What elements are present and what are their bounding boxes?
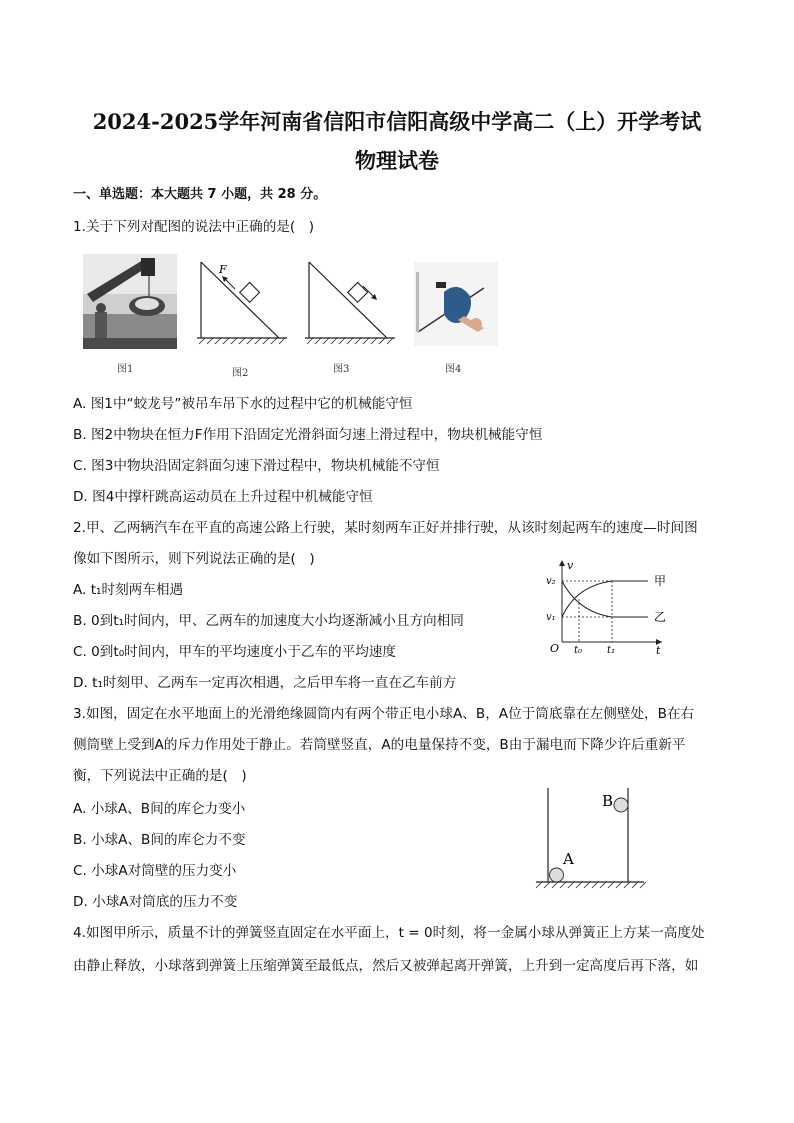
q1-figure-1	[83, 254, 177, 349]
q3-option-a: A. 小球A、B间的库仑力变小	[73, 801, 246, 817]
q1-figure-2	[197, 258, 289, 352]
force-f-label: F	[219, 263, 227, 276]
q2-vt-graph	[542, 556, 672, 660]
section-heading: 一、单选题：本大题共 7 小题，共 28 分。	[73, 187, 327, 202]
fig3-label: 图3	[333, 364, 350, 375]
q3-option-d: D. 小球A对筒底的压力不变	[73, 894, 238, 910]
q1-option-b: B. 图2中物块在恒力F作用下沿固定光滑斜面匀速上滑过程中，物块机械能守恒	[73, 427, 543, 443]
q2-option-d: D. t₁时刻甲、乙两车一定再次相遇，之后甲车将一直在乙车前方	[73, 675, 457, 691]
exam-subtitle: 物理试卷	[355, 148, 439, 173]
q2-stem-line1: 2.甲、乙两辆汽车在平直的高速公路上行驶，某时刻两车正好并排行驶，从该时刻起两车的速度—时间图	[73, 520, 698, 536]
t0-label: t₀	[574, 645, 583, 656]
q3-option-b: B. 小球A、B间的库仑力不变	[73, 832, 246, 848]
exam-title: 2024-2025学年河南省信阳市信阳高级中学高二（上）开学考试	[92, 109, 702, 134]
ball-a-label: A	[563, 850, 574, 868]
q1-figure-4	[414, 262, 498, 346]
q3-option-c: C. 小球A对筒壁的压力变小	[73, 863, 237, 879]
v2-label: v₂	[546, 576, 556, 587]
q2-option-a: A. t₁时刻两车相遇	[73, 582, 184, 598]
q1-option-a: A. 图1中“蛟龙号”被吊车吊下水的过程中它的机械能守恒	[73, 396, 413, 412]
q1-stem: 1.关于下列对配图的说法中正确的是( )	[73, 219, 315, 235]
t-axis-label: t	[656, 644, 661, 656]
q1-option-d: D. 图4中撑杆跳高运动员在上升过程中机械能守恒	[73, 489, 373, 505]
q1-figure-3	[305, 258, 397, 352]
q1-option-c: C. 图3中物块沿固定斜面匀速下滑过程中，物块机械能不守恒	[73, 458, 440, 474]
fig2-label: 图2	[232, 368, 249, 379]
origin-label: O	[550, 642, 560, 655]
pole-vault-photo-image	[414, 262, 498, 346]
q3-stem-line2: 侧筒壁上受到A的斥力作用处于静止。若筒壁竖直，A的电量保持不变，B由于漏电而下降少许后重新平	[73, 737, 686, 753]
fig4-label: 图4	[445, 364, 462, 375]
v1-label: v₁	[546, 612, 556, 623]
q3-stem-line3: 衡，下列说法中正确的是( )	[73, 768, 247, 784]
t1-label: t₁	[607, 645, 616, 656]
ball-b-label: B	[602, 792, 614, 810]
q4-stem-line2: 由静止释放，小球落到弹簧上压缩弹簧至最低点，然后又被弹起离开弹簧，上升到一定高度后再下落，如	[73, 958, 699, 974]
q3-stem-line1: 3.如图，固定在水平地面上的光滑绝缘圆筒内有两个带正电小球A、B，A位于筒底靠在左侧壁处，B在右	[73, 706, 695, 722]
q4-stem-line1: 4.如图甲所示，质量不计的弹簧竖直固定在水平面上，t = 0时刻，将一金属小球从弹簧正上方某一高度处	[73, 925, 705, 941]
v-axis-label: v	[567, 559, 574, 572]
q3-cylinder-figure	[532, 784, 648, 896]
q2-option-b: B. 0到t₁时间内，甲、乙两车的加速度大小均逐渐减小且方向相同	[73, 613, 464, 629]
curve-yi-label: 乙	[654, 610, 667, 624]
crane-photo-image	[83, 254, 177, 349]
q2-stem-line2: 像如下图所示，则下列说法正确的是( )	[73, 551, 315, 567]
curve-jia-label: 甲	[654, 574, 667, 588]
q2-option-c: C. 0到t₀时间内，甲车的平均速度小于乙车的平均速度	[73, 644, 397, 660]
fig1-label: 图1	[117, 364, 134, 375]
